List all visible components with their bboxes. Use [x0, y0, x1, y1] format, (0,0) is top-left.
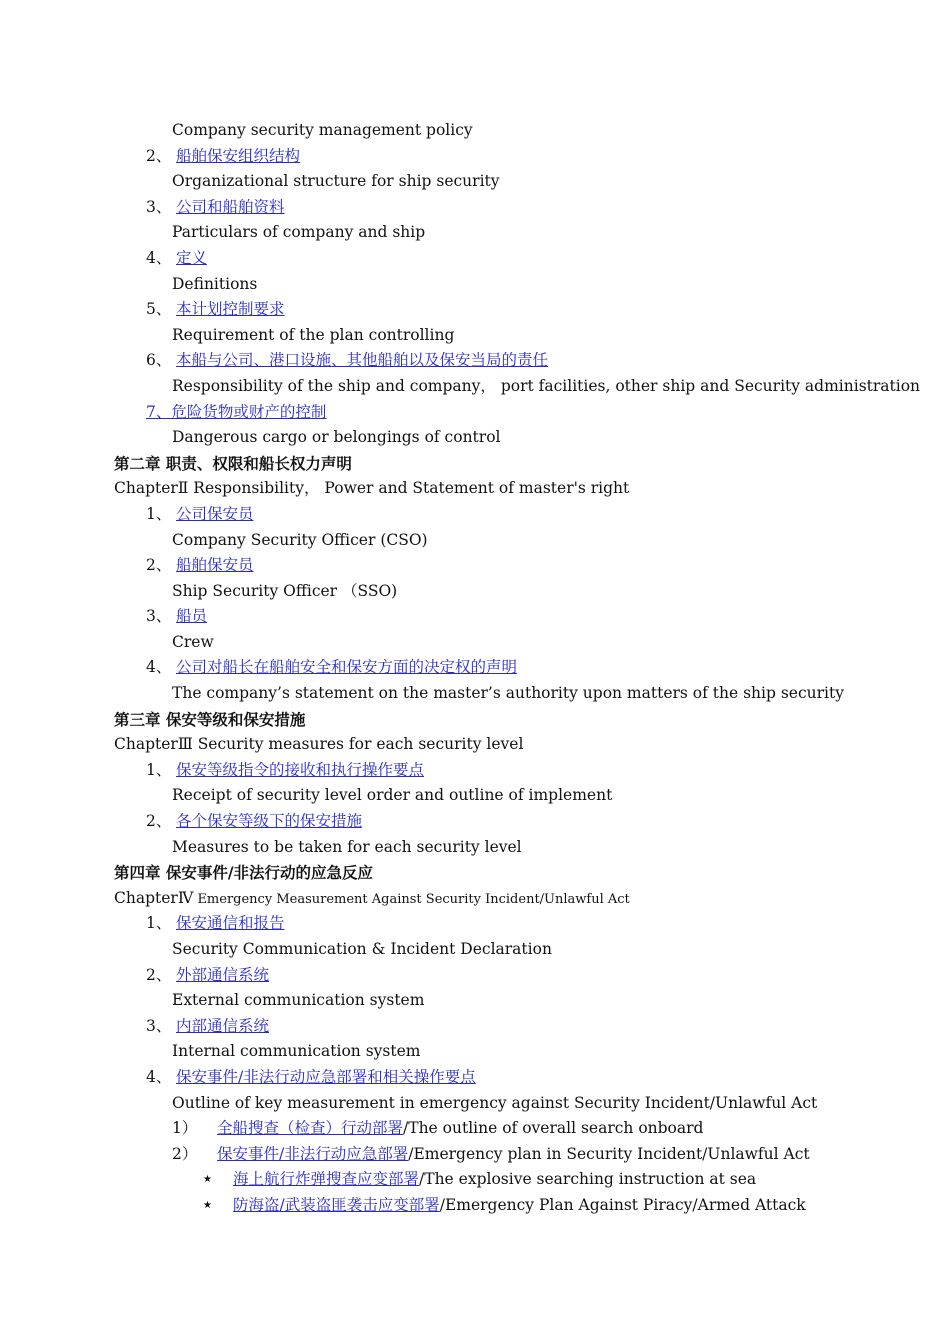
item-number: 1、: [146, 504, 172, 523]
toc-item: [0, 911, 950, 937]
item-number: 3、: [146, 197, 172, 216]
item-number: 4、: [146, 1067, 172, 1086]
sub-item-number: 1）: [172, 1119, 198, 1138]
toc-item: [0, 655, 950, 681]
toc-entry-english: Responsibility of the ship and company， port facilities, other ship and Security administration: [172, 376, 921, 395]
toc-entry-english: Definitions: [172, 274, 258, 293]
toc-link[interactable]: 保安事件/非法行动应急部署和相关操作要点: [176, 1067, 476, 1086]
item-number: 2、: [146, 965, 172, 984]
toc-link[interactable]: 本计划控制要求: [176, 300, 285, 319]
toc-link[interactable]: 保安通信和报告: [176, 914, 285, 933]
toc-item: [0, 1014, 950, 1040]
toc-item: [0, 758, 950, 784]
toc-link[interactable]: 内部通信系统: [176, 1016, 270, 1035]
toc-item: [0, 809, 950, 835]
toc-link[interactable]: 公司保安员: [176, 504, 254, 523]
item-number: 6、: [146, 351, 172, 370]
toc-link[interactable]: 7、危险货物或财产的控制: [146, 402, 327, 421]
chapter-label: ChapterⅣ: [114, 888, 194, 907]
table-of-contents: [0, 118, 950, 1219]
toc-item: [0, 348, 950, 374]
toc-link[interactable]: 海上航行炸弹搜查应变部署: [233, 1170, 420, 1189]
chapter-title-english: ChapterⅢ Security measures for each security level: [114, 735, 524, 754]
toc-link[interactable]: 船员: [176, 607, 208, 626]
toc-entry-english: Requirement of the plan controlling: [172, 325, 455, 344]
toc-item: [0, 963, 950, 989]
sub-item-english: /The outline of overall search onboard: [403, 1119, 704, 1138]
toc-item: [0, 502, 950, 528]
toc-bullet-item: [0, 1167, 950, 1193]
toc-item: [0, 246, 950, 272]
item-number: 2、: [146, 556, 172, 575]
toc-entry-english: External communication system: [172, 991, 425, 1010]
toc-entry-english: Company Security Officer (CSO): [172, 530, 428, 549]
toc-item: [0, 400, 950, 426]
toc-link[interactable]: 公司对船长在船舶安全和保安方面的决定权的声明: [176, 658, 518, 677]
chapter-title-rest: Emergency Measurement Against Security Incident/Unlawful Act: [193, 891, 630, 907]
item-number: 3、: [146, 607, 172, 626]
bullet-english: /The explosive searching instruction at sea: [419, 1170, 757, 1189]
toc-entry-english: Organizational structure for ship security: [172, 172, 500, 191]
toc-item: [0, 144, 950, 170]
toc-entry-english: Internal communication system: [172, 1042, 421, 1061]
toc-link[interactable]: 公司和船舶资料: [176, 197, 285, 216]
item-number: 2、: [146, 812, 172, 831]
toc-entry-english: Security Communication & Incident Declaration: [172, 940, 552, 958]
toc-item: [0, 553, 950, 579]
toc-entry-english: Ship Security Officer （SSO): [172, 581, 398, 600]
chapter-title-chinese: 第三章 保安等级和保安措施: [114, 709, 306, 729]
toc-entry-english: Measures to be taken for each security level: [172, 837, 522, 856]
star-icon: ★: [203, 1174, 212, 1186]
item-number: 1、: [146, 914, 172, 933]
toc-item: [0, 195, 950, 221]
chapter-title-english: [0, 886, 950, 912]
sub-item-number: 2）: [172, 1144, 198, 1163]
item-number: 1、: [146, 760, 172, 779]
toc-entry-english: The company’s statement on the master’s authority upon matters of the ship security: [172, 684, 844, 703]
toc-link[interactable]: 定义: [176, 248, 208, 267]
item-number: 4、: [146, 248, 172, 267]
star-icon: ★: [203, 1199, 212, 1211]
toc-bullet-item: [0, 1193, 950, 1219]
toc-entry-english: Company security management policy: [172, 121, 473, 139]
chapter-title-english: ChapterⅡ Responsibility， Power and Statement of master's right: [114, 479, 630, 498]
item-number: 2、: [146, 146, 172, 165]
bullet-english: /Emergency Plan Against Piracy/Armed Attack: [439, 1195, 806, 1214]
item-number: 4、: [146, 658, 172, 677]
toc-item: [0, 297, 950, 323]
sub-item-english: /Emergency plan in Security Incident/Unlawful Act: [408, 1144, 810, 1163]
toc-link[interactable]: 防海盗/武装盗匪袭击应变部署: [233, 1195, 440, 1214]
toc-entry-english: Crew: [172, 632, 214, 651]
item-number: 3、: [146, 1016, 172, 1035]
toc-link[interactable]: 船舶保安组织结构: [176, 146, 301, 165]
toc-sub-item: [0, 1116, 950, 1142]
toc-sub-item: [0, 1142, 950, 1168]
toc-link[interactable]: 保安等级指令的接收和执行操作要点: [176, 760, 425, 779]
toc-link[interactable]: 船舶保安员: [176, 556, 254, 575]
toc-entry-english: Outline of key measurement in emergency against Security Incident/Unlawful Act: [172, 1093, 818, 1112]
toc-item: [0, 604, 950, 630]
toc-entry-english: Particulars of company and ship: [172, 223, 426, 242]
toc-link[interactable]: 外部通信系统: [176, 965, 270, 984]
toc-link[interactable]: 保安事件/非法行动应急部署: [217, 1144, 409, 1163]
chapter-title-chinese: 第四章 保安事件/非法行动的应急反应: [114, 863, 374, 883]
toc-link[interactable]: 本船与公司、港口设施、其他船舶以及保安当局的责任: [176, 351, 549, 370]
chapter-title-chinese: 第二章 职责、权限和船长权力声明: [114, 453, 352, 473]
toc-link[interactable]: 各个保安等级下的保安措施: [176, 812, 363, 831]
item-number: 5、: [146, 300, 172, 319]
toc-link[interactable]: 全船搜查（检查）行动部署: [217, 1119, 404, 1138]
toc-entry-english: Receipt of security level order and outline of implement: [172, 786, 613, 805]
toc-entry-english: Dangerous cargo or belongings of control: [172, 428, 501, 447]
toc-item: [0, 1065, 950, 1091]
